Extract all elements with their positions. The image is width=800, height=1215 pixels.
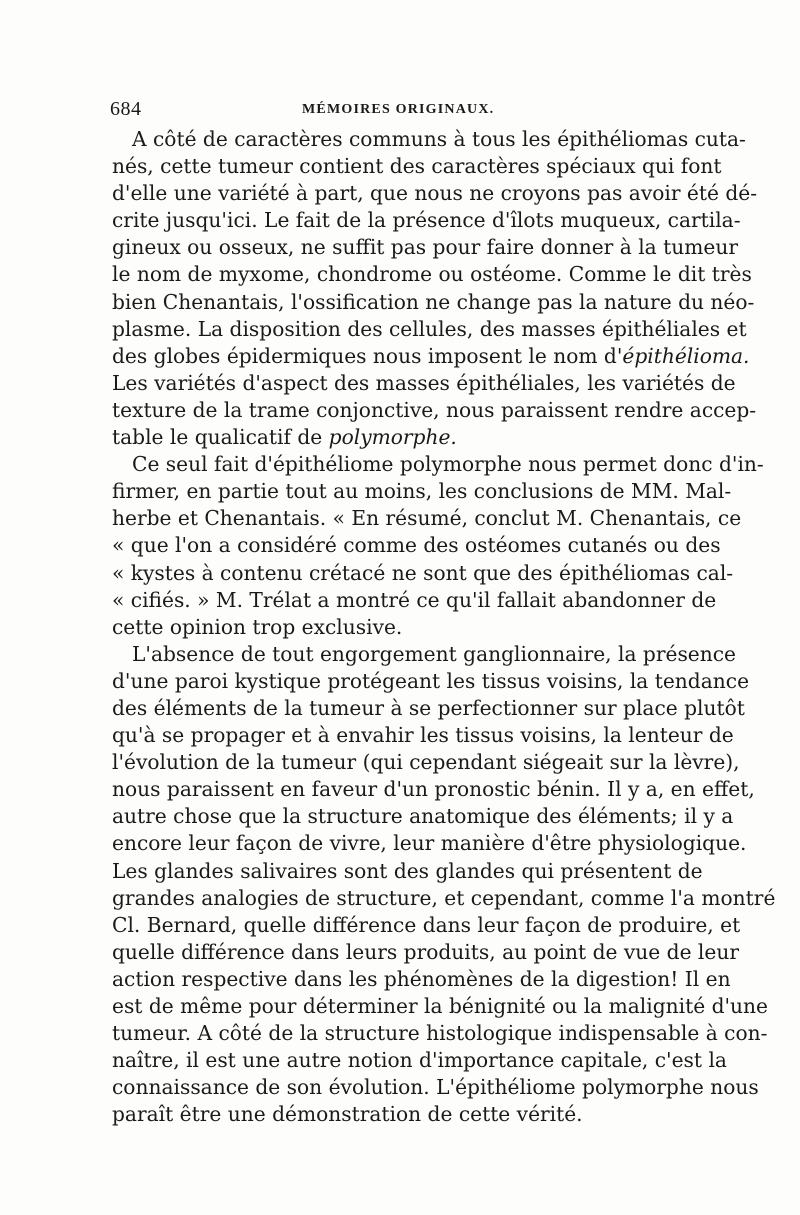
text-line: grandes analogies de structure, et cependant, comme l'a montré <box>112 885 776 910</box>
text-line: firmer, en partie tout au moins, les conclusions de MM. Mal- <box>112 479 732 504</box>
text-line: quelle différence dans leurs produits, au point de vue de leur <box>112 939 739 964</box>
text-line: qu'à se propager et à envahir les tissus voisins, la lenteur de <box>112 723 734 748</box>
text-line: herbe et Chenantais. « En résumé, conclut M. Chenantais, ce <box>112 506 742 531</box>
italic-term: polymorphe. <box>328 425 457 450</box>
text-line: le nom de myxome, chondrome ou ostéome. Comme le dit très <box>112 262 752 287</box>
text-line: Les variétés d'aspect des masses épithéliales, les variétés de <box>112 370 736 395</box>
text-line: « que l'on a considéré comme des ostéomes cutanés ou des <box>112 533 721 558</box>
text-line: nous paraissent en faveur d'un pronostic bénin. Il y a, en effet, <box>112 777 755 802</box>
text-line: naître, il est une autre notion d'importance capitale, c'est la <box>112 1048 727 1073</box>
text-line: L'absence de tout engorgement ganglionnaire, la présence <box>132 641 737 666</box>
text-segment: table le qualicatif de <box>112 425 329 450</box>
running-head <box>110 98 690 124</box>
text-line: Ce seul fait d'épithéliome polymorphe nous permet donc d'in- <box>132 452 764 477</box>
text-line: texture de la trame conjonctive, nous paraissent rendre accep- <box>112 397 757 422</box>
text-segment: des globes épidermiques nous imposent le nom d' <box>112 343 623 368</box>
running-title: MÉMOIRES ORIGINAUX. <box>302 102 495 117</box>
text-line: nés, cette tumeur contient des caractères spéciaux qui font <box>112 154 722 179</box>
text-line: cette opinion trop exclusive. <box>112 614 403 639</box>
page-number: 684 <box>110 98 142 120</box>
text-line-with-italic <box>112 424 688 451</box>
text-line: plasme. La disposition des cellules, des masses épithéliales et <box>112 316 747 341</box>
text-line: « kystes à contenu crétacé ne sont que des épithéliomas cal- <box>112 560 734 585</box>
text-line: est de même pour déterminer la bénignité ou la malignité d'une <box>112 994 769 1018</box>
text-line: Les glandes salivaires sont des glandes qui présentent de <box>112 858 703 883</box>
text-line: A côté de caractères communs à tous les épithéliomas cuta- <box>132 127 746 151</box>
text-line: tumeur. A côté de la structure histologique indispensable à con- <box>112 1021 768 1046</box>
text-line: des éléments de la tumeur à se perfectionner sur place plutôt <box>112 695 745 720</box>
text-line: action respective dans les phénomènes de la digestion! Il en <box>112 966 731 991</box>
text-line: « cifiés. » M. Trélat a montré ce qu'il fallait abandonner de <box>112 587 717 612</box>
text-line: gineux ou osseux, ne suffit pas pour faire donner à la tumeur <box>112 235 738 260</box>
text-line: d'une paroi kystique protégeant les tissus voisins, la tendance <box>112 668 750 693</box>
body-text <box>112 126 776 1128</box>
text-line-with-italic <box>112 343 750 370</box>
text-line: Cl. Bernard, quelle différence dans leur façon de produire, et <box>112 912 741 937</box>
text-line: autre chose que la structure anatomique des éléments; il y a <box>112 804 734 829</box>
text-line: bien Chenantais, l'ossification ne change pas la nature du néo- <box>112 289 755 314</box>
text-line: connaissance de son évolution. L'épithéliome polymorphe nous <box>112 1075 759 1100</box>
italic-term: épithélioma. <box>622 343 750 368</box>
text-line: d'elle une variété à part, que nous ne croyons pas avoir été dé- <box>112 181 758 206</box>
text-line: encore leur façon de vivre, leur manière d'être physiologique. <box>112 831 747 856</box>
text-line: crite jusqu'ici. Le fait de la présence d'îlots muqueux, cartila- <box>112 208 741 233</box>
text-line: paraît être une démonstration de cette vérité. <box>112 1102 583 1127</box>
text-line: l'évolution de la tumeur (qui cependant siégeait sur la lèvre), <box>112 750 740 775</box>
